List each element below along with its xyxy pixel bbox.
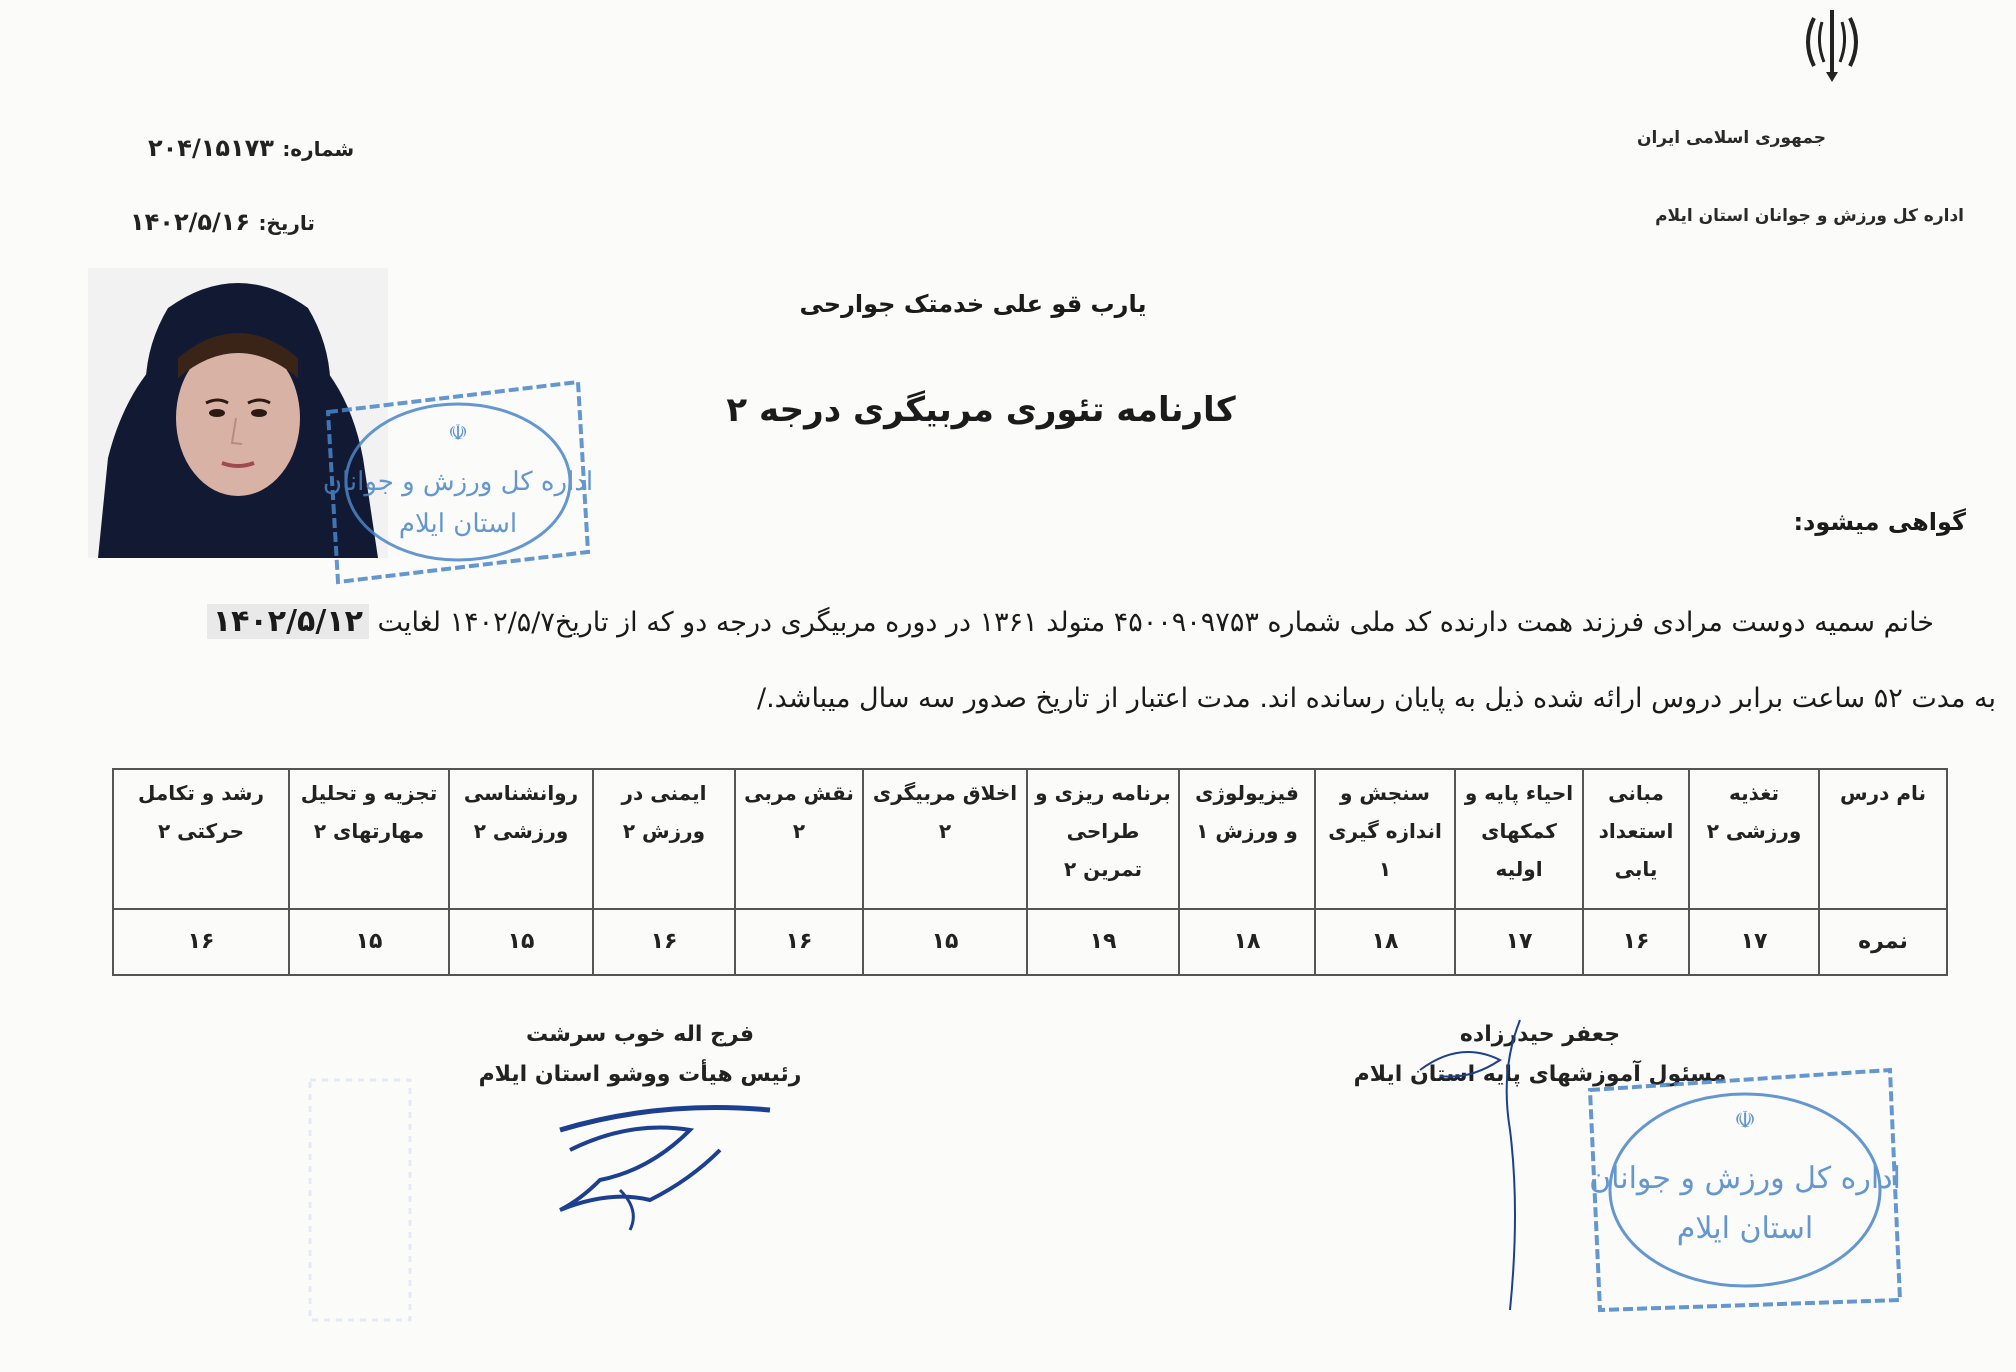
- course-cell: مبانی استعداد یابی: [1583, 769, 1689, 909]
- stamp-bottom-line2: استان ایلام: [1676, 1211, 1814, 1246]
- left-signer-name: فرج اله خوب سرشت: [525, 1022, 755, 1047]
- letter-date: [130, 208, 315, 236]
- stamp-bottom-line1: اداره کل ورزش و جوانان: [1589, 1161, 1901, 1196]
- right-signature-mark: [1400, 1010, 1580, 1310]
- certificate-line-2: به مدت ۵۲ ساعت برابر دروس ارائه شده ذیل به پایان رسانده اند. مدت اعتبار از تاریخ صدور سه سال میباشد./: [756, 683, 1996, 714]
- grade-cell: ۱۵: [449, 909, 593, 975]
- grade-cell: ۱۷: [1689, 909, 1819, 975]
- number-label: شماره:: [282, 137, 355, 161]
- course-cell: روانشناسی ورزشی ۲: [449, 769, 593, 909]
- grade-cell: ۱۶: [113, 909, 289, 975]
- grade-row-label: نمره: [1819, 909, 1947, 975]
- course-cell: تجزیه و تحلیل مهارتهای ۲: [289, 769, 449, 909]
- grade-cell: ۱۶: [1583, 909, 1689, 975]
- course-cell: فیزیولوژی و ورزش ۱: [1179, 769, 1315, 909]
- grade-cell: ۱۹: [1027, 909, 1179, 975]
- iran-emblem-icon: [1800, 6, 1864, 84]
- grade-cell: ۱۶: [593, 909, 735, 975]
- number-value: ۲۰۴/۱۵۱۷۳: [148, 134, 274, 162]
- certify-heading: گواهی میشود:: [1793, 508, 1966, 536]
- document-title: کارنامه تئوری مربیگری درجه ۲: [726, 390, 1236, 430]
- letter-number: [148, 134, 354, 162]
- grade-cell: ۱۶: [735, 909, 863, 975]
- certificate-line-1: [207, 604, 1934, 639]
- grades-table: [112, 768, 1948, 976]
- right-signer-name: جعفر حیدرزاده: [1459, 1022, 1621, 1047]
- date-value: ۱۴۰۲/۵/۱۶: [130, 208, 251, 236]
- stamp-top-line1: اداره کل ورزش و جوانان: [322, 467, 594, 497]
- grade-row: [113, 909, 1947, 975]
- course-cell: برنامه ریزی و طراحی تمرین ۲: [1027, 769, 1179, 909]
- course-cell: احیاء پایه و کمکهای اولیه: [1455, 769, 1583, 909]
- certificate-end-date: ۱۴۰۲/۵/۱۲: [207, 604, 369, 639]
- course-cell: اخلاق مربیگری ۲: [863, 769, 1027, 909]
- svg-text:☫: ☫: [448, 421, 468, 446]
- date-label: تاریخ:: [258, 211, 315, 235]
- invocation: یارب قو علی خدمتک جوارحی: [799, 290, 1147, 318]
- course-cell: سنجش و اندازه گیری ۱: [1315, 769, 1455, 909]
- left-signature-mark: [540, 1090, 800, 1240]
- faint-stamp-mark: [300, 1070, 420, 1330]
- course-cell: تغذیه ورزشی ۲: [1689, 769, 1819, 909]
- course-cell: رشد و تکامل حرکتی ۲: [113, 769, 289, 909]
- certificate-line-1-main: خانم سمیه دوست مرادی فرزند همت دارنده کد ملی شماره ۴۵۰۰۹۰۹۷۵۳ متولد ۱۳۶۱ در دوره مربیگری درجه دو که از تاریخ۱۴۰۲/۵/۷ لغایت: [377, 607, 1934, 638]
- course-row-label: نام درس: [1819, 769, 1947, 909]
- course-cell: نقش مربی ۲: [735, 769, 863, 909]
- country-name: جمهوری اسلامی ایران: [1636, 128, 1826, 148]
- office-name: اداره کل ورزش و جوانان استان ایلام: [1655, 206, 1964, 226]
- course-row: [113, 769, 1947, 909]
- office-stamp-bottom: [1580, 1060, 1910, 1320]
- svg-text:☫: ☫: [1734, 1106, 1756, 1134]
- grade-cell: ۱۵: [289, 909, 449, 975]
- grade-cell: ۱۵: [863, 909, 1027, 975]
- grade-cell: ۱۸: [1179, 909, 1315, 975]
- stamp-top-line2: استان ایلام: [398, 509, 518, 539]
- course-cell: ایمنی در ورزش ۲: [593, 769, 735, 909]
- right-signer-title: مسئول آموزشهای پایه استان ایلام: [1353, 1062, 1727, 1087]
- grade-cell: ۱۷: [1455, 909, 1583, 975]
- grade-cell: ۱۸: [1315, 909, 1455, 975]
- left-signer-title: رئیس هیأت ووشو استان ایلام: [478, 1062, 802, 1087]
